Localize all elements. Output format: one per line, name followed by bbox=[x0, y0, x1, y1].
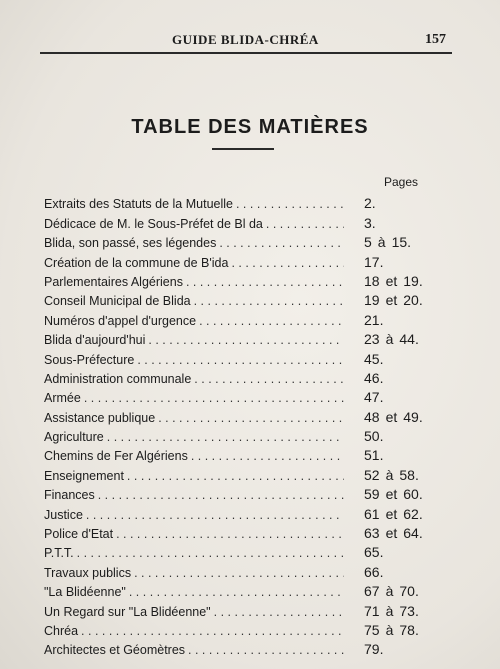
page-ref-end: 15. bbox=[391, 234, 412, 251]
page-ref-start: 61 bbox=[364, 505, 380, 522]
toc-entry-title-wrap bbox=[44, 585, 344, 599]
toc-entry bbox=[44, 483, 456, 502]
dot-leader bbox=[191, 449, 344, 463]
toc-entry-title-wrap bbox=[44, 236, 344, 250]
page-ref-sep: à bbox=[377, 234, 386, 251]
toc-entry-pages bbox=[364, 370, 401, 386]
toc-entry-title: Agriculture bbox=[44, 430, 104, 445]
page-ref-start: 71 bbox=[364, 602, 380, 619]
toc-entry-title-wrap bbox=[44, 566, 344, 580]
toc-entry bbox=[44, 580, 456, 599]
page-ref-start: 63 bbox=[364, 525, 380, 542]
toc-entry-title-wrap bbox=[44, 314, 344, 328]
toc-entry bbox=[44, 599, 456, 618]
toc-entry bbox=[44, 386, 456, 405]
dot-leader bbox=[81, 624, 344, 638]
toc-entry bbox=[44, 541, 456, 560]
page-ref-end: 73. bbox=[399, 602, 419, 619]
toc-entry-pages bbox=[364, 603, 425, 619]
page-ref-end: 19. bbox=[403, 272, 423, 289]
toc-entry-title-wrap bbox=[44, 605, 344, 619]
page-ref-start: 67 bbox=[364, 583, 380, 600]
dot-leader bbox=[236, 197, 344, 211]
page-ref-start: 21. bbox=[364, 311, 384, 328]
title-underline bbox=[212, 148, 274, 150]
toc-entry bbox=[44, 638, 456, 657]
dot-leader bbox=[158, 411, 344, 425]
toc-entry-title-wrap bbox=[44, 217, 344, 231]
page-ref-sep: et bbox=[385, 408, 398, 425]
page-ref-start: 18 bbox=[364, 272, 380, 289]
toc-entry-title-wrap bbox=[44, 294, 344, 308]
page-ref-start: 19 bbox=[364, 292, 380, 309]
toc-entry bbox=[44, 211, 456, 230]
page-ref-sep: et bbox=[385, 505, 398, 522]
toc-entry-pages bbox=[364, 583, 425, 599]
toc-entry-title: "La Blidéenne" bbox=[44, 585, 126, 600]
dot-leader bbox=[194, 372, 344, 386]
toc-entry-title: Administration communale bbox=[44, 371, 192, 386]
page-ref-start: 17. bbox=[364, 253, 384, 270]
page-ref-end: 64. bbox=[403, 525, 423, 542]
toc-entry-title: Conseil Municipal de Blida bbox=[44, 294, 191, 309]
dot-leader bbox=[86, 508, 344, 522]
toc-entry-title: Blida d'aujourd'hui bbox=[44, 333, 146, 348]
toc-entry-title-wrap bbox=[44, 411, 344, 425]
toc-entry-title-wrap bbox=[44, 372, 344, 386]
toc-entry bbox=[44, 250, 456, 269]
page-ref-sep: à bbox=[385, 466, 394, 483]
page-ref-start: 5 bbox=[364, 234, 372, 251]
toc-entry-title-wrap bbox=[44, 197, 344, 211]
toc-entry-pages bbox=[364, 467, 425, 483]
page-title: TABLE DES MATIÈRES bbox=[131, 116, 369, 138]
toc-entry-title: Dédicace de M. le Sous-Préfet de Bl da bbox=[44, 216, 263, 231]
page-ref-end: 58. bbox=[399, 466, 419, 483]
toc-entry-pages bbox=[364, 428, 401, 444]
page-ref-start: 50. bbox=[364, 428, 384, 445]
toc-entry-pages bbox=[364, 331, 425, 347]
page-ref-start: 2. bbox=[364, 195, 376, 212]
page-ref-start: 79. bbox=[364, 641, 384, 658]
dot-leader bbox=[186, 275, 344, 289]
dot-leader bbox=[127, 469, 344, 483]
page-ref-start: 52 bbox=[364, 466, 380, 483]
toc-entry-title: Blida, son passé, ses légendes bbox=[44, 236, 217, 251]
page-ref-sep: et bbox=[385, 525, 398, 542]
pages-column-header: Pages bbox=[384, 175, 419, 189]
toc-entry-title: Parlementaires Algériens bbox=[44, 274, 183, 289]
toc-entry-title-wrap bbox=[44, 624, 344, 638]
dot-leader bbox=[84, 391, 344, 405]
toc-entry bbox=[44, 502, 456, 521]
page-ref-start: 47. bbox=[364, 389, 384, 406]
toc-entry-title: P.T.T. bbox=[44, 546, 74, 561]
toc-entry-title-wrap bbox=[44, 469, 344, 483]
toc-entry-title-wrap bbox=[44, 333, 344, 347]
toc-list bbox=[44, 192, 456, 657]
toc-entry bbox=[44, 405, 456, 424]
toc-entry-pages bbox=[364, 195, 394, 211]
toc-entry-pages bbox=[364, 312, 401, 328]
toc-entry-pages bbox=[364, 447, 401, 463]
toc-entry-title: Justice bbox=[44, 507, 83, 522]
page-ref-sep: à bbox=[385, 621, 394, 638]
toc-entry-pages bbox=[364, 622, 425, 638]
toc-entry bbox=[44, 560, 456, 579]
toc-entry-pages bbox=[364, 292, 429, 308]
page-ref-sep: à bbox=[385, 583, 394, 600]
page-ref-start: 48 bbox=[364, 408, 380, 425]
toc-entry bbox=[44, 231, 456, 250]
page-ref-end: 60. bbox=[403, 486, 423, 503]
dot-leader bbox=[137, 353, 344, 367]
page-ref-start: 66. bbox=[364, 563, 384, 580]
page-ref-end: 44. bbox=[399, 331, 419, 348]
toc-entry-pages bbox=[364, 409, 429, 425]
page-ref-start: 23 bbox=[364, 331, 380, 348]
header-page-number: 157 bbox=[425, 32, 446, 47]
toc-entry bbox=[44, 444, 456, 463]
header-title: GUIDE BLIDA-CHRÉA bbox=[172, 32, 319, 47]
toc-entry-title-wrap bbox=[44, 256, 344, 270]
toc-entry bbox=[44, 289, 456, 308]
page-ref-sep: et bbox=[385, 272, 398, 289]
page-ref-start: 59 bbox=[364, 486, 380, 503]
toc-entry-pages bbox=[364, 351, 401, 367]
dot-leader bbox=[266, 217, 344, 231]
toc-entry-title-wrap bbox=[44, 430, 344, 444]
toc-entry bbox=[44, 367, 456, 386]
toc-entry-title: Armée bbox=[44, 391, 81, 406]
page-ref-start: 3. bbox=[364, 214, 376, 231]
dot-leader bbox=[214, 605, 344, 619]
toc-entry-title: Assistance publique bbox=[44, 410, 156, 425]
toc-entry-title-wrap bbox=[44, 275, 344, 289]
dot-leader bbox=[188, 643, 344, 657]
toc-entry-title: Numéros d'appel d'urgence bbox=[44, 313, 197, 328]
dot-leader bbox=[98, 488, 344, 502]
toc-entry bbox=[44, 328, 456, 347]
dot-leader bbox=[134, 566, 344, 580]
page-ref-end: 49. bbox=[403, 408, 423, 425]
toc-entry-pages bbox=[364, 273, 429, 289]
toc-entry-pages bbox=[364, 544, 401, 560]
page-ref-end: 70. bbox=[399, 583, 419, 600]
page-ref-start: 46. bbox=[364, 369, 384, 386]
dot-leader bbox=[116, 527, 344, 541]
toc-entry-title: Création de la commune de B'ida bbox=[44, 255, 229, 270]
toc-entry bbox=[44, 463, 456, 482]
toc-entry-pages bbox=[364, 506, 429, 522]
toc-entry-title-wrap bbox=[44, 643, 344, 657]
toc-entry-title: Sous-Préfecture bbox=[44, 352, 135, 367]
toc-entry bbox=[44, 522, 456, 541]
toc-entry bbox=[44, 347, 456, 366]
toc-entry-title-wrap bbox=[44, 449, 344, 463]
dot-leader bbox=[148, 333, 344, 347]
toc-entry bbox=[44, 192, 456, 211]
toc-entry-title: Architectes et Géomètres bbox=[44, 643, 186, 658]
toc-entry-title-wrap bbox=[44, 508, 344, 522]
toc-entry-pages bbox=[364, 641, 401, 657]
page-ref-start: 65. bbox=[364, 544, 384, 561]
toc-entry-title-wrap bbox=[44, 353, 344, 367]
page-ref-end: 78. bbox=[399, 621, 419, 638]
toc-entry-pages bbox=[364, 234, 417, 250]
running-header bbox=[40, 28, 452, 54]
toc-entry-title: Chemins de Fer Algériens bbox=[44, 449, 188, 464]
page-ref-start: 45. bbox=[364, 350, 384, 367]
dot-leader bbox=[194, 294, 344, 308]
toc-entry-pages bbox=[364, 564, 401, 580]
page-ref-start: 75 bbox=[364, 621, 380, 638]
page-ref-end: 20. bbox=[403, 292, 423, 309]
dot-leader bbox=[77, 546, 344, 560]
dot-leader bbox=[129, 585, 344, 599]
toc-entry-pages bbox=[364, 215, 394, 231]
page-ref-sep: et bbox=[385, 292, 398, 309]
toc-entry-title: Travaux publics bbox=[44, 565, 132, 580]
toc-entry bbox=[44, 425, 456, 444]
toc-entry-title: Un Regard sur "La Blidéenne" bbox=[44, 604, 211, 619]
dot-leader bbox=[107, 430, 344, 444]
page-ref-sep: à bbox=[385, 331, 394, 348]
dot-leader bbox=[219, 236, 344, 250]
toc-entry bbox=[44, 270, 456, 289]
toc-entry-title-wrap bbox=[44, 546, 344, 560]
toc-entry-title: Enseignement bbox=[44, 468, 124, 483]
page-ref-start: 51. bbox=[364, 447, 384, 464]
page-ref-end: 62. bbox=[403, 505, 423, 522]
toc-entry-pages bbox=[364, 254, 401, 270]
toc-entry-title: Chréa bbox=[44, 623, 79, 638]
toc-entry bbox=[44, 308, 456, 327]
toc-entry-title-wrap bbox=[44, 391, 344, 405]
toc-entry-pages bbox=[364, 389, 401, 405]
toc-entry-title-wrap bbox=[44, 488, 344, 502]
toc-entry-title: Police d'Etat bbox=[44, 527, 114, 542]
dot-leader bbox=[199, 314, 344, 328]
page-ref-sep: à bbox=[385, 602, 394, 619]
dot-leader bbox=[231, 256, 344, 270]
toc-entry-title: Finances bbox=[44, 488, 95, 503]
toc-entry-title-wrap bbox=[44, 527, 344, 541]
toc-entry-pages bbox=[364, 525, 429, 541]
toc-entry-title: Extraits des Statuts de la Mutuelle bbox=[44, 197, 233, 212]
toc-entry bbox=[44, 619, 456, 638]
page-ref-sep: et bbox=[385, 486, 398, 503]
toc-entry-pages bbox=[364, 486, 429, 502]
